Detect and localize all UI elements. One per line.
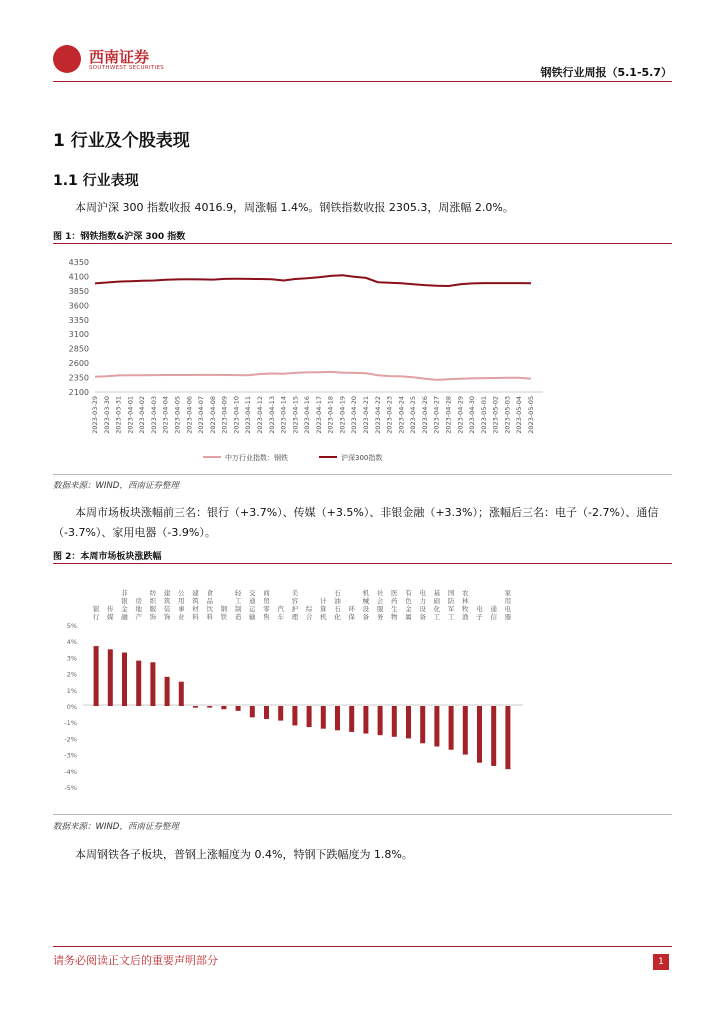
category-label: 电力设备 — [419, 589, 426, 621]
category-label: 农林牧渔 — [462, 589, 469, 621]
page-number: 1 — [653, 954, 669, 970]
category-label: 交通运输 — [249, 589, 256, 621]
x-tick-label: 2023-04-06 — [185, 396, 194, 434]
bar — [221, 706, 226, 709]
category-label: 建筑材料 — [192, 589, 199, 621]
x-tick-label: 2023-04-21 — [362, 396, 371, 434]
category-label: 建筑装饰 — [163, 589, 171, 621]
figure-2-bottom-rule — [53, 814, 672, 815]
category-label: 通信 — [490, 605, 497, 621]
x-tick-label: 2023-05-03 — [503, 396, 512, 434]
y-tick-label: 0% — [66, 703, 77, 711]
bar — [136, 661, 141, 706]
bar — [207, 706, 212, 708]
bar — [179, 682, 184, 706]
line-chart — [53, 250, 673, 480]
y-tick-label: 3100 — [68, 330, 89, 340]
bar — [193, 706, 198, 708]
y-tick-label: -1% — [64, 719, 77, 728]
category-label: 房地产 — [135, 597, 142, 621]
y-tick-label: -3% — [64, 751, 77, 760]
header-divider — [53, 81, 672, 82]
y-tick-label: 3600 — [68, 301, 89, 311]
paragraph-sector-ranking: 本周市场板块涨幅前三名：银行（+3.7%）、传媒（+3.5%）、非银金融（+3.3%）；涨幅后三名：电子（-2.7%）、通信（-3.7%）、家用电器（-3.9%）。 — [53, 506, 659, 539]
category-label: 社会服务 — [376, 589, 384, 621]
y-tick-label: 4% — [66, 638, 77, 647]
y-tick-label: 5% — [66, 622, 77, 630]
category-label: 轻工制造 — [234, 589, 242, 621]
x-tick-label: 2023-04-03 — [149, 396, 158, 434]
bar — [420, 706, 425, 743]
x-tick-label: 2023-04-17 — [314, 396, 323, 434]
bar — [321, 706, 326, 729]
section-heading: 1 行业及个股表现 — [53, 131, 190, 151]
paragraph-index-summary: 本周沪深 300 指数收报 4016.9，周涨幅 1.4%。钢铁指数收报 2305.3，周涨幅 2.0%。 — [75, 201, 514, 214]
figure-2-top-rule — [53, 563, 672, 564]
bar — [378, 706, 383, 735]
category-label: 美容护理 — [291, 589, 299, 621]
legend-steel-label: 中万行业指数：钢铁 — [225, 454, 288, 462]
x-tick-label: 2023-04-04 — [161, 396, 170, 434]
bar — [94, 646, 99, 706]
x-tick-label: 2023-04-30 — [468, 396, 477, 434]
x-tick-label: 2023-04-10 — [232, 396, 241, 434]
category-label: 环保 — [348, 605, 355, 621]
bar — [505, 706, 510, 769]
category-label: 基础化工 — [433, 589, 441, 621]
legend — [203, 453, 382, 462]
bar — [363, 706, 368, 734]
y-tick-label: -4% — [64, 767, 77, 776]
bar — [165, 677, 170, 706]
y-tick-label: 2350 — [68, 373, 89, 383]
y-tick-label: -2% — [64, 735, 77, 744]
y-tick-label: 4100 — [68, 272, 89, 282]
category-label: 非银金融 — [121, 589, 128, 621]
x-tick-label: 2023-04-12 — [255, 396, 264, 434]
bar — [150, 662, 155, 706]
bar — [477, 706, 482, 763]
x-tick-label: 2023-04-22 — [373, 396, 382, 434]
figure-2-source: 数据来源：WIND，西南证券整理 — [53, 822, 179, 832]
x-tick-label: 2023-04-24 — [397, 396, 406, 434]
bar — [434, 706, 439, 747]
x-tick-label: 2023-03-29 — [91, 396, 99, 434]
bar — [307, 706, 312, 727]
x-tick-label: 2023-04-23 — [385, 396, 394, 434]
figure-2-title: 图 2：本周市场板块涨跌幅 — [53, 552, 162, 562]
bar — [264, 706, 269, 719]
x-tick-label: 2023-04-27 — [432, 396, 441, 434]
category-label: 汽车 — [277, 605, 284, 621]
x-tick-label: 2023-04-13 — [267, 396, 276, 434]
bar — [349, 706, 354, 732]
x-tick-label: 2023-04-08 — [208, 396, 217, 434]
bar — [392, 706, 397, 737]
category-label: 传媒 — [107, 605, 114, 621]
figure-1-source: 数据来源：WIND，西南证券整理 — [53, 481, 179, 491]
bar — [292, 706, 297, 725]
report-title: 钢铁行业周报（5.1-5.7） — [540, 66, 672, 79]
x-tick-label: 2023-04-07 — [197, 396, 206, 434]
figure-1-top-rule — [53, 243, 672, 244]
x-tick-label: 2023-04-25 — [409, 396, 418, 434]
category-label: 综合 — [305, 605, 313, 621]
bar-chart — [53, 570, 673, 815]
brand-logo — [53, 45, 253, 75]
x-tick-label: 2023-04-16 — [303, 396, 312, 434]
category-label: 医药生物 — [391, 589, 398, 621]
x-tick-label: 2023-04-28 — [444, 396, 453, 434]
x-tick-label: 2023-04-19 — [338, 396, 347, 434]
y-tick-label: -5% — [64, 784, 77, 792]
category-label: 钢铁 — [220, 605, 228, 621]
y-tick-label: 2600 — [68, 359, 89, 369]
x-tick-label: 2023-05-02 — [491, 396, 500, 434]
x-tick-label: 2023-04-05 — [173, 396, 182, 434]
y-tick-label: 2850 — [68, 344, 89, 354]
footer-divider — [53, 946, 672, 947]
x-tick-label: 2023-05-01 — [479, 396, 488, 434]
paragraph-subsector: 本周钢铁各子板块，普钢上涨幅度为 0.4%，特钢下跌幅度为 1.8%。 — [75, 848, 413, 861]
category-label: 公用事业 — [178, 589, 185, 621]
x-tick-label: 2023-05-04 — [515, 396, 524, 434]
x-tick-label: 2023-04-09 — [220, 396, 229, 434]
category-label: 国防军工 — [447, 589, 455, 621]
category-label: 电子 — [476, 605, 483, 621]
y-tick-label: 3850 — [68, 286, 89, 296]
bar — [335, 706, 340, 730]
logo-en-text: SOUTHWEST SECURITIES — [89, 65, 165, 71]
y-tick-label: 2100 — [68, 388, 89, 397]
category-label: 计算机 — [320, 597, 327, 621]
category-label: 家用电器 — [504, 589, 512, 621]
category-label: 商贸零售 — [263, 589, 270, 621]
x-tick-label: 2023-04-29 — [456, 396, 465, 434]
category-label: 石油石化 — [334, 589, 341, 621]
category-label: 有色金属 — [405, 589, 412, 621]
bar — [122, 653, 127, 706]
bar — [278, 706, 283, 721]
bar — [463, 706, 468, 755]
bar — [236, 706, 241, 711]
category-label: 纺织服饰 — [149, 589, 157, 621]
x-tick-label: 2023-04-14 — [279, 396, 288, 434]
x-tick-label: 2023-04-11 — [244, 396, 253, 434]
bar — [491, 706, 496, 766]
x-tick-label: 2023-03-30 — [102, 396, 111, 434]
disclaimer-note: 请务必阅读正文后的重要声明部分 — [53, 954, 218, 967]
category-label: 机械设备 — [362, 589, 370, 621]
bar — [250, 706, 255, 717]
y-tick-label: 1% — [66, 686, 77, 695]
logo-mark-icon — [53, 45, 81, 73]
y-tick-label: 2% — [66, 670, 77, 679]
subsection-heading: 1.1 行业表现 — [53, 173, 139, 189]
x-tick-label: 2023-04-15 — [291, 396, 300, 434]
category-label: 银行 — [92, 605, 100, 621]
series-hs300-line — [95, 275, 531, 286]
category-label: 食品饮料 — [206, 589, 213, 621]
y-tick-label: 3% — [66, 654, 77, 663]
x-tick-label: 2023-03-31 — [114, 396, 123, 434]
x-tick-label: 2023-04-18 — [326, 396, 335, 434]
figure-1-title: 图 1：钢铁指数&沪深 300 指数 — [53, 232, 186, 242]
y-tick-label: 4350 — [68, 258, 89, 267]
y-tick-label: 3350 — [68, 315, 89, 325]
legend-hs300-label: 沪深300指数 — [341, 454, 383, 462]
x-tick-label: 2023-04-01 — [126, 396, 135, 434]
series-steel-line — [95, 372, 531, 380]
x-tick-label: 2023-04-26 — [420, 396, 429, 434]
x-tick-label: 2023-05-05 — [527, 396, 535, 434]
bar — [449, 706, 454, 750]
bar — [108, 649, 113, 706]
logo-cn-text: 西南证券 — [89, 48, 150, 66]
bar — [406, 706, 411, 738]
figure-1-bottom-rule — [53, 474, 672, 475]
x-tick-label: 2023-04-02 — [138, 396, 147, 434]
x-tick-label: 2023-04-20 — [350, 396, 359, 434]
